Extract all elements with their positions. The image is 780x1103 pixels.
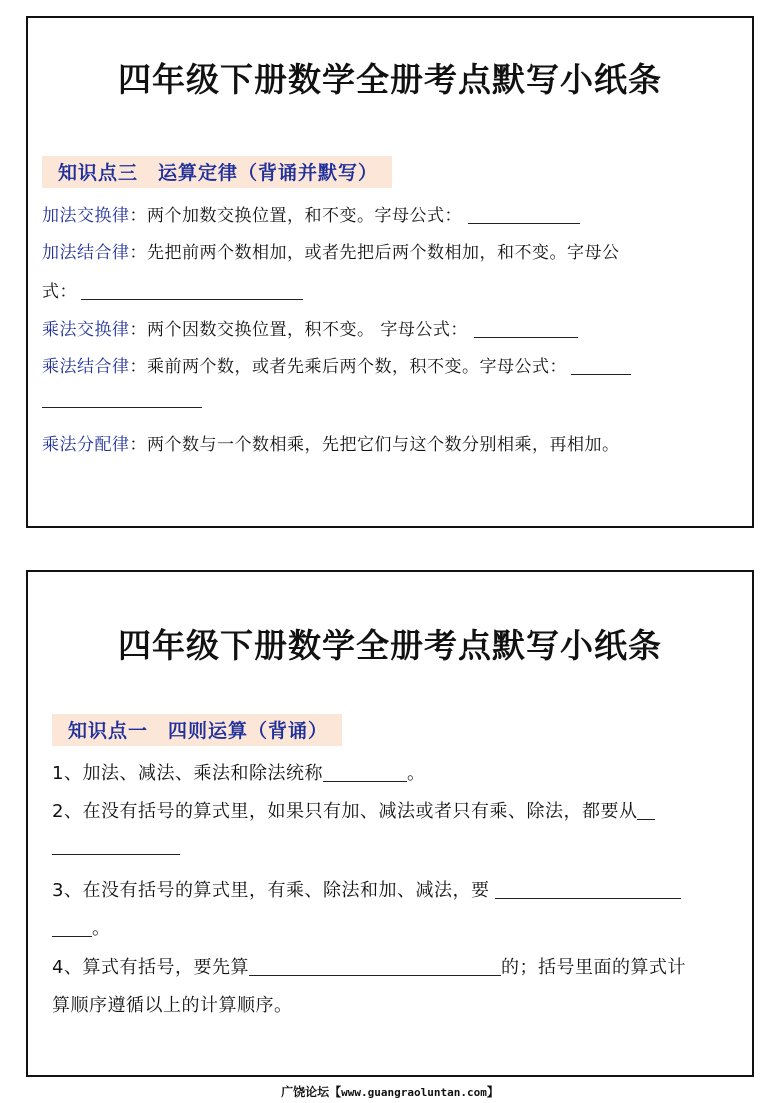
answer-blank[interactable] bbox=[52, 838, 180, 855]
law-addition-associative-cont bbox=[42, 277, 738, 302]
law-text: ：两个数与一个数相乘，先把它们与这个数分别相乘，再相加。 bbox=[129, 435, 620, 455]
answer-blank[interactable] bbox=[637, 803, 655, 820]
law-multiplication-associative bbox=[42, 352, 738, 377]
answer-blank[interactable] bbox=[81, 283, 303, 300]
answer-blank[interactable] bbox=[249, 959, 501, 976]
rule-text: 2、在没有括号的算式里，如果只有加、减法或者只有乘、除法，都要从 bbox=[52, 801, 638, 822]
answer-blank[interactable] bbox=[323, 765, 407, 782]
answer-blank[interactable] bbox=[52, 920, 92, 937]
law-text: 式： bbox=[42, 282, 77, 302]
answer-blank[interactable] bbox=[495, 882, 681, 899]
rule-tail: 的；括号里面的算式计 bbox=[500, 957, 686, 978]
law-addition-associative bbox=[42, 238, 738, 263]
law-text: ：先把前两个数相加，或者先把后两个数相加，和不变。字母公 bbox=[129, 243, 620, 263]
rule-tail: 。 bbox=[92, 918, 111, 939]
rule-text: 1、加法、减法、乘法和除法统称 bbox=[52, 763, 323, 784]
answer-blank[interactable] bbox=[474, 321, 578, 338]
law-term: 加法结合律 bbox=[42, 243, 130, 263]
rule-4-cont bbox=[52, 991, 738, 1017]
footer-url[interactable]: www.guangraoluntan.com bbox=[341, 1086, 487, 1099]
law-multiplication-distributive bbox=[42, 430, 738, 455]
rule-text: 算顺序遵循以上的计算顺序。 bbox=[52, 995, 293, 1016]
law-multiplication-associative-cont bbox=[42, 390, 738, 410]
rule-2-cont bbox=[52, 836, 738, 857]
rule-2 bbox=[52, 797, 738, 823]
law-term: 加法交换律 bbox=[42, 206, 130, 226]
law-term: 乘法分配律 bbox=[42, 435, 130, 455]
law-term: 乘法结合律 bbox=[42, 357, 130, 377]
law-term: 乘法交换律 bbox=[42, 320, 130, 340]
rule-text: 4、算式有括号，要先算 bbox=[52, 957, 249, 978]
card-title: 四年级下册数学全册考点默写小纸条 bbox=[118, 626, 662, 665]
note-card-1 bbox=[26, 16, 754, 528]
answer-blank[interactable] bbox=[42, 391, 202, 408]
footer-source bbox=[0, 1083, 780, 1100]
rule-tail: 。 bbox=[406, 763, 426, 784]
footer-site: 广饶论坛【 bbox=[281, 1085, 342, 1099]
section-heading: 知识点三 运算定律（背诵并默写） bbox=[42, 156, 392, 188]
law-text: ：两个加数交换位置，和不变。字母公式： bbox=[129, 206, 462, 226]
law-text: ：两个因数交换位置，积不变。 字母公式： bbox=[129, 320, 468, 340]
law-multiplication-commutative bbox=[42, 315, 738, 340]
answer-blank[interactable] bbox=[571, 358, 631, 375]
rule-3-cont bbox=[52, 914, 738, 940]
note-card-2 bbox=[26, 570, 754, 1077]
law-addition-commutative bbox=[42, 201, 738, 226]
law-text: ：乘前两个数，或者先乘后两个数，积不变。字母公式： bbox=[129, 357, 567, 377]
section-heading: 知识点一 四则运算（背诵） bbox=[52, 714, 342, 746]
rule-1 bbox=[52, 759, 738, 785]
rule-4 bbox=[52, 953, 738, 979]
rule-3 bbox=[52, 876, 738, 902]
rule-text: 3、在没有括号的算式里，有乘、除法和加、减法，要 bbox=[52, 880, 490, 901]
card-title: 四年级下册数学全册考点默写小纸条 bbox=[118, 60, 662, 99]
footer-close: 】 bbox=[486, 1085, 499, 1099]
answer-blank[interactable] bbox=[468, 207, 580, 224]
